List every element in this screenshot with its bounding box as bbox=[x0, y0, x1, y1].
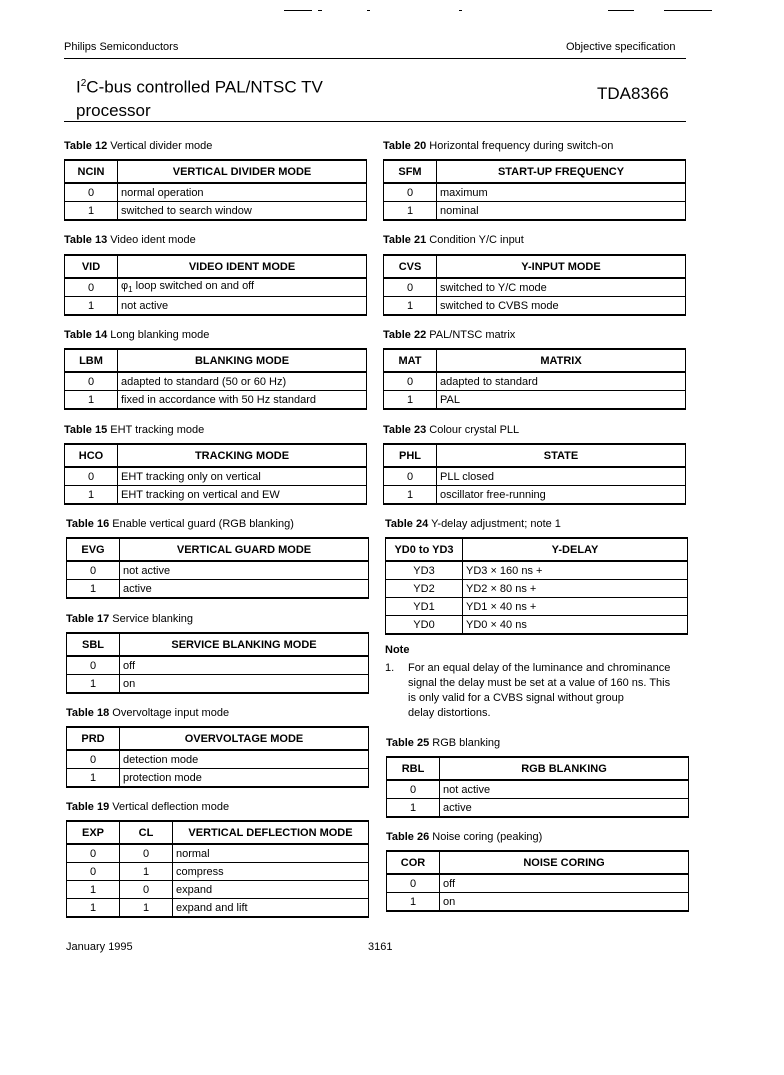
scan-mark bbox=[608, 10, 634, 11]
doc-type: Objective specification bbox=[566, 41, 676, 53]
col-header: VERTICAL DIVIDER MODE bbox=[118, 160, 367, 183]
col-header: CL bbox=[120, 821, 173, 844]
table-row: 1 on bbox=[67, 675, 369, 694]
title-line2: processor bbox=[76, 100, 151, 120]
col-header: EVG bbox=[67, 538, 120, 561]
table-row: 1 1 expand and lift bbox=[67, 899, 369, 918]
table-row: 0 normal operation bbox=[65, 183, 367, 202]
table-row: YD3 YD3 × 160 ns + bbox=[386, 561, 688, 580]
table-row: 0 not active bbox=[387, 780, 689, 799]
col-header: MAT bbox=[384, 349, 437, 372]
table-row: 0 EHT tracking only on vertical bbox=[65, 467, 367, 486]
table-row: 0 switched to Y/C mode bbox=[384, 278, 686, 297]
col-header: VIDEO IDENT MODE bbox=[118, 255, 367, 278]
table-row: 1 not active bbox=[65, 297, 367, 316]
scan-mark bbox=[459, 10, 462, 11]
table-18 bbox=[66, 726, 369, 788]
table-row: 0 adapted to standard (50 or 60 Hz) bbox=[65, 372, 367, 391]
footer-date: January 1995 bbox=[66, 941, 133, 953]
table-row: 1 oscillator free-running bbox=[384, 486, 686, 505]
table-15 bbox=[64, 443, 367, 505]
table-row: 1 switched to CVBS mode bbox=[384, 297, 686, 316]
note-heading: Note bbox=[385, 644, 410, 656]
table-row: 0 not active bbox=[67, 561, 369, 580]
table-22-caption: Table 22 PAL/NTSC matrix bbox=[383, 329, 516, 341]
table-13-caption: Table 13 Video ident mode bbox=[64, 234, 196, 246]
table-row: 1 nominal bbox=[384, 202, 686, 221]
table-row: 1 EHT tracking on vertical and EW bbox=[65, 486, 367, 505]
table-row: 1 switched to search window bbox=[65, 202, 367, 221]
table-12 bbox=[64, 159, 367, 221]
table-19-caption: Table 19 Vertical deflection mode bbox=[66, 801, 230, 813]
col-header: LBM bbox=[65, 349, 118, 372]
col-header: SFM bbox=[384, 160, 437, 183]
table-row: 0 off bbox=[387, 874, 689, 893]
table-18-caption: Table 18 Overvoltage input mode bbox=[66, 707, 230, 719]
col-header: START-UP FREQUENCY bbox=[437, 160, 686, 183]
table-17 bbox=[66, 632, 369, 694]
table-21-caption: Table 21 Condition Y/C input bbox=[383, 234, 524, 246]
title-superscript: 2 bbox=[80, 78, 87, 89]
table-row: 0 adapted to standard bbox=[384, 372, 686, 391]
table-row: 1 protection mode bbox=[67, 769, 369, 788]
table-20 bbox=[383, 159, 686, 221]
col-header: SBL bbox=[67, 633, 120, 656]
col-header: OVERVOLTAGE MODE bbox=[120, 727, 369, 750]
table-row: 1 on bbox=[387, 893, 689, 912]
table-20-caption: Table 20 Horizontal frequency during switch-on bbox=[383, 140, 614, 152]
col-header: RBL bbox=[387, 757, 440, 780]
table-13 bbox=[64, 254, 367, 316]
part-number: TDA8366 bbox=[597, 84, 669, 103]
table-19 bbox=[66, 820, 369, 918]
table-row: YD1 YD1 × 40 ns + bbox=[386, 598, 688, 616]
table-row: 1 0 expand bbox=[67, 881, 369, 899]
page-number: 3161 bbox=[368, 941, 393, 953]
table-17-caption: Table 17 Service blanking bbox=[66, 613, 193, 625]
title-line1: C-bus controlled PAL/NTSC TV bbox=[86, 77, 323, 97]
table-row: 0 detection mode bbox=[67, 750, 369, 769]
table-26 bbox=[386, 850, 689, 912]
table-row: 1 active bbox=[387, 799, 689, 818]
table-25 bbox=[386, 756, 689, 818]
table-row: 0 maximum bbox=[384, 183, 686, 202]
table-row: YD0 YD0 × 40 ns bbox=[386, 616, 688, 635]
scan-mark bbox=[367, 10, 370, 11]
table-16-caption: Table 16 Enable vertical guard (RGB blanking) bbox=[66, 518, 294, 530]
col-header: SERVICE BLANKING MODE bbox=[120, 633, 369, 656]
col-header: NOISE CORING bbox=[440, 851, 689, 874]
header-rule bbox=[64, 58, 686, 59]
col-header: VERTICAL GUARD MODE bbox=[120, 538, 369, 561]
scan-mark bbox=[318, 10, 322, 11]
table-row: 0 0 normal bbox=[67, 844, 369, 863]
col-header: TRACKING MODE bbox=[118, 444, 367, 467]
table-26-caption: Table 26 Noise coring (peaking) bbox=[386, 831, 543, 843]
title-prefix: I bbox=[76, 77, 81, 97]
col-header: Y-INPUT MODE bbox=[437, 255, 686, 278]
note-text: For an equal delay of the luminance and chrominance signal the delay must be set at a value of 160 ns. This is only valid for a CVBS signal without group delay distortions. bbox=[408, 662, 671, 719]
note-number: 1. bbox=[385, 662, 395, 674]
col-header: PRD bbox=[67, 727, 120, 750]
title-rule bbox=[64, 121, 686, 122]
table-12-caption: Table 12 Vertical divider mode bbox=[64, 140, 213, 152]
table-16 bbox=[66, 537, 369, 599]
scan-mark bbox=[284, 10, 312, 11]
table-22 bbox=[383, 348, 686, 410]
col-header: RGB BLANKING bbox=[440, 757, 689, 780]
phi-symbol: φ bbox=[121, 280, 129, 293]
table-row: 0 1 compress bbox=[67, 863, 369, 881]
col-header: VERTICAL DEFLECTION MODE bbox=[173, 821, 369, 844]
company-name: Philips Semiconductors bbox=[64, 41, 179, 53]
scan-mark bbox=[664, 10, 712, 11]
col-header: VID bbox=[65, 255, 118, 278]
table-row: 1 fixed in accordance with 50 Hz standard bbox=[65, 391, 367, 410]
table-row: 0 PLL closed bbox=[384, 467, 686, 486]
table-row: 1 PAL bbox=[384, 391, 686, 410]
table-14-caption: Table 14 Long blanking mode bbox=[64, 329, 210, 341]
col-header: BLANKING MODE bbox=[118, 349, 367, 372]
table-row: 1 active bbox=[67, 580, 369, 599]
col-header: PHL bbox=[384, 444, 437, 467]
col-header: CVS bbox=[384, 255, 437, 278]
table-25-caption: Table 25 RGB blanking bbox=[386, 737, 501, 749]
table-15-caption: Table 15 EHT tracking mode bbox=[64, 424, 205, 436]
page-title bbox=[76, 72, 323, 122]
table-24-caption: Table 24 Y-delay adjustment; note 1 bbox=[385, 518, 561, 530]
col-header: MATRIX bbox=[437, 349, 686, 372]
table-21 bbox=[383, 254, 686, 316]
col-header: YD0 to YD3 bbox=[386, 538, 463, 561]
table-23 bbox=[383, 443, 686, 505]
col-header: Y-DELAY bbox=[463, 538, 688, 561]
table-row: 0 off bbox=[67, 656, 369, 675]
table-row: 0 $\varphi_1$ loop switched on and off bbox=[65, 278, 367, 297]
col-header: COR bbox=[387, 851, 440, 874]
table-23-caption: Table 23 Colour crystal PLL bbox=[383, 424, 520, 436]
col-header: STATE bbox=[437, 444, 686, 467]
col-header: EXP bbox=[67, 821, 120, 844]
table-24 bbox=[385, 537, 688, 635]
col-header: NCIN bbox=[65, 160, 118, 183]
table-14 bbox=[64, 348, 367, 410]
table-row: YD2 YD2 × 80 ns + bbox=[386, 580, 688, 598]
col-header: HCO bbox=[65, 444, 118, 467]
